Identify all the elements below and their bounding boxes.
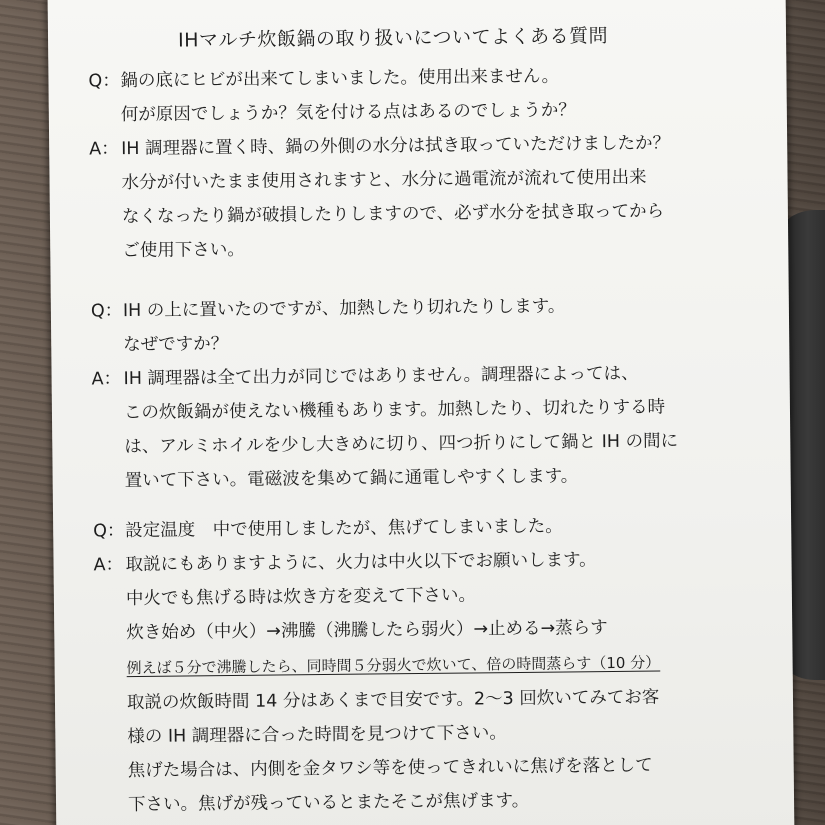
faq3-answer-line: 炊き始め（中火）→沸騰（沸騰したら弱火）→止める→蒸らす — [126, 618, 608, 644]
faq2-a-label: A： — [91, 369, 122, 390]
faq2-answer-line: 置いて下さい。電磁波を集めて鍋に通電しやすくします。 — [124, 466, 579, 492]
faq1-q-label: Q： — [88, 71, 120, 92]
faq1-answer-line: なくなったり鍋が破損したりしますので、必ず水分を拭き取ってから — [121, 201, 665, 228]
faq1-answer-line: ご使用下さい。 — [122, 239, 245, 262]
faq3-answer-line: 取説の炊飯時間 14 分はあくまで目安です。2～3 回炊いてみてお客 — [126, 687, 660, 714]
faq3-question-line: 設定温度 中で使用しましたが、焦げてしまいました。 — [125, 516, 563, 542]
faq2-question-line: IH の上に置いたのですが、加熱したり切れたりします。 — [122, 296, 566, 322]
faq3-answer-line: 取説にもありますように、火力は中火以下でお願いします。 — [125, 550, 597, 576]
faq2-answer-line: IH 調理器は全て出力が同じではありません。調理器によっては、 — [123, 363, 639, 390]
faq1-question-line: 何が原因でしょうか？気を付ける点はあるのでしょうか？ — [120, 100, 576, 126]
faq2-answer-line: は、アルミホイルを少し大きめに切り、四つ折りにして鍋と IH の間に — [124, 431, 679, 458]
faq-sheet — [48, 0, 795, 825]
faq3-answer-line: 中火でも焦げる時は炊き方を変えて下さい。 — [125, 585, 476, 610]
faq3-answer-line: 下さい。焦げが残っているとまたそこが焦げます。 — [127, 790, 530, 816]
faq3-q-label: Q： — [93, 521, 125, 542]
faq2-answer-line: この炊飯鍋が使えない機種もあります。加熱したり、切れたりする時 — [123, 397, 666, 424]
faq1-question-line: 鍋の底にヒビが出来てしまいました。使用出来ません。 — [120, 66, 560, 92]
sheet-title: IHマルチ炊飯鍋の取り扱いについてよくある質問 — [177, 25, 609, 52]
faq3-answer-example-line: 例えば５分で沸騰したら、同時間５分弱火で炊いて、倍の時間蒸らす（10 分） — [126, 653, 661, 678]
faq3-a-label: A： — [93, 555, 124, 576]
faq2-question-line: なぜですか？ — [123, 334, 229, 356]
faq1-a-label: A： — [89, 139, 119, 160]
faq3-answer-line: 焦げた場合は、内側を金タワシ等を使ってきれいに焦げを落として — [127, 755, 653, 782]
faq2-q-label: Q： — [90, 301, 123, 322]
faq1-answer-line: IH 調理器に置く時、鍋の外側の水分は拭き取っていただけましたか？ — [121, 133, 671, 160]
faq1-answer-line: 水分が付いたまま使用されますと、水分に過電流が流れて使用出来 — [121, 167, 647, 194]
faq3-answer-line: 様の IH 調理器に合った時間を見つけて下さい。 — [127, 723, 507, 748]
